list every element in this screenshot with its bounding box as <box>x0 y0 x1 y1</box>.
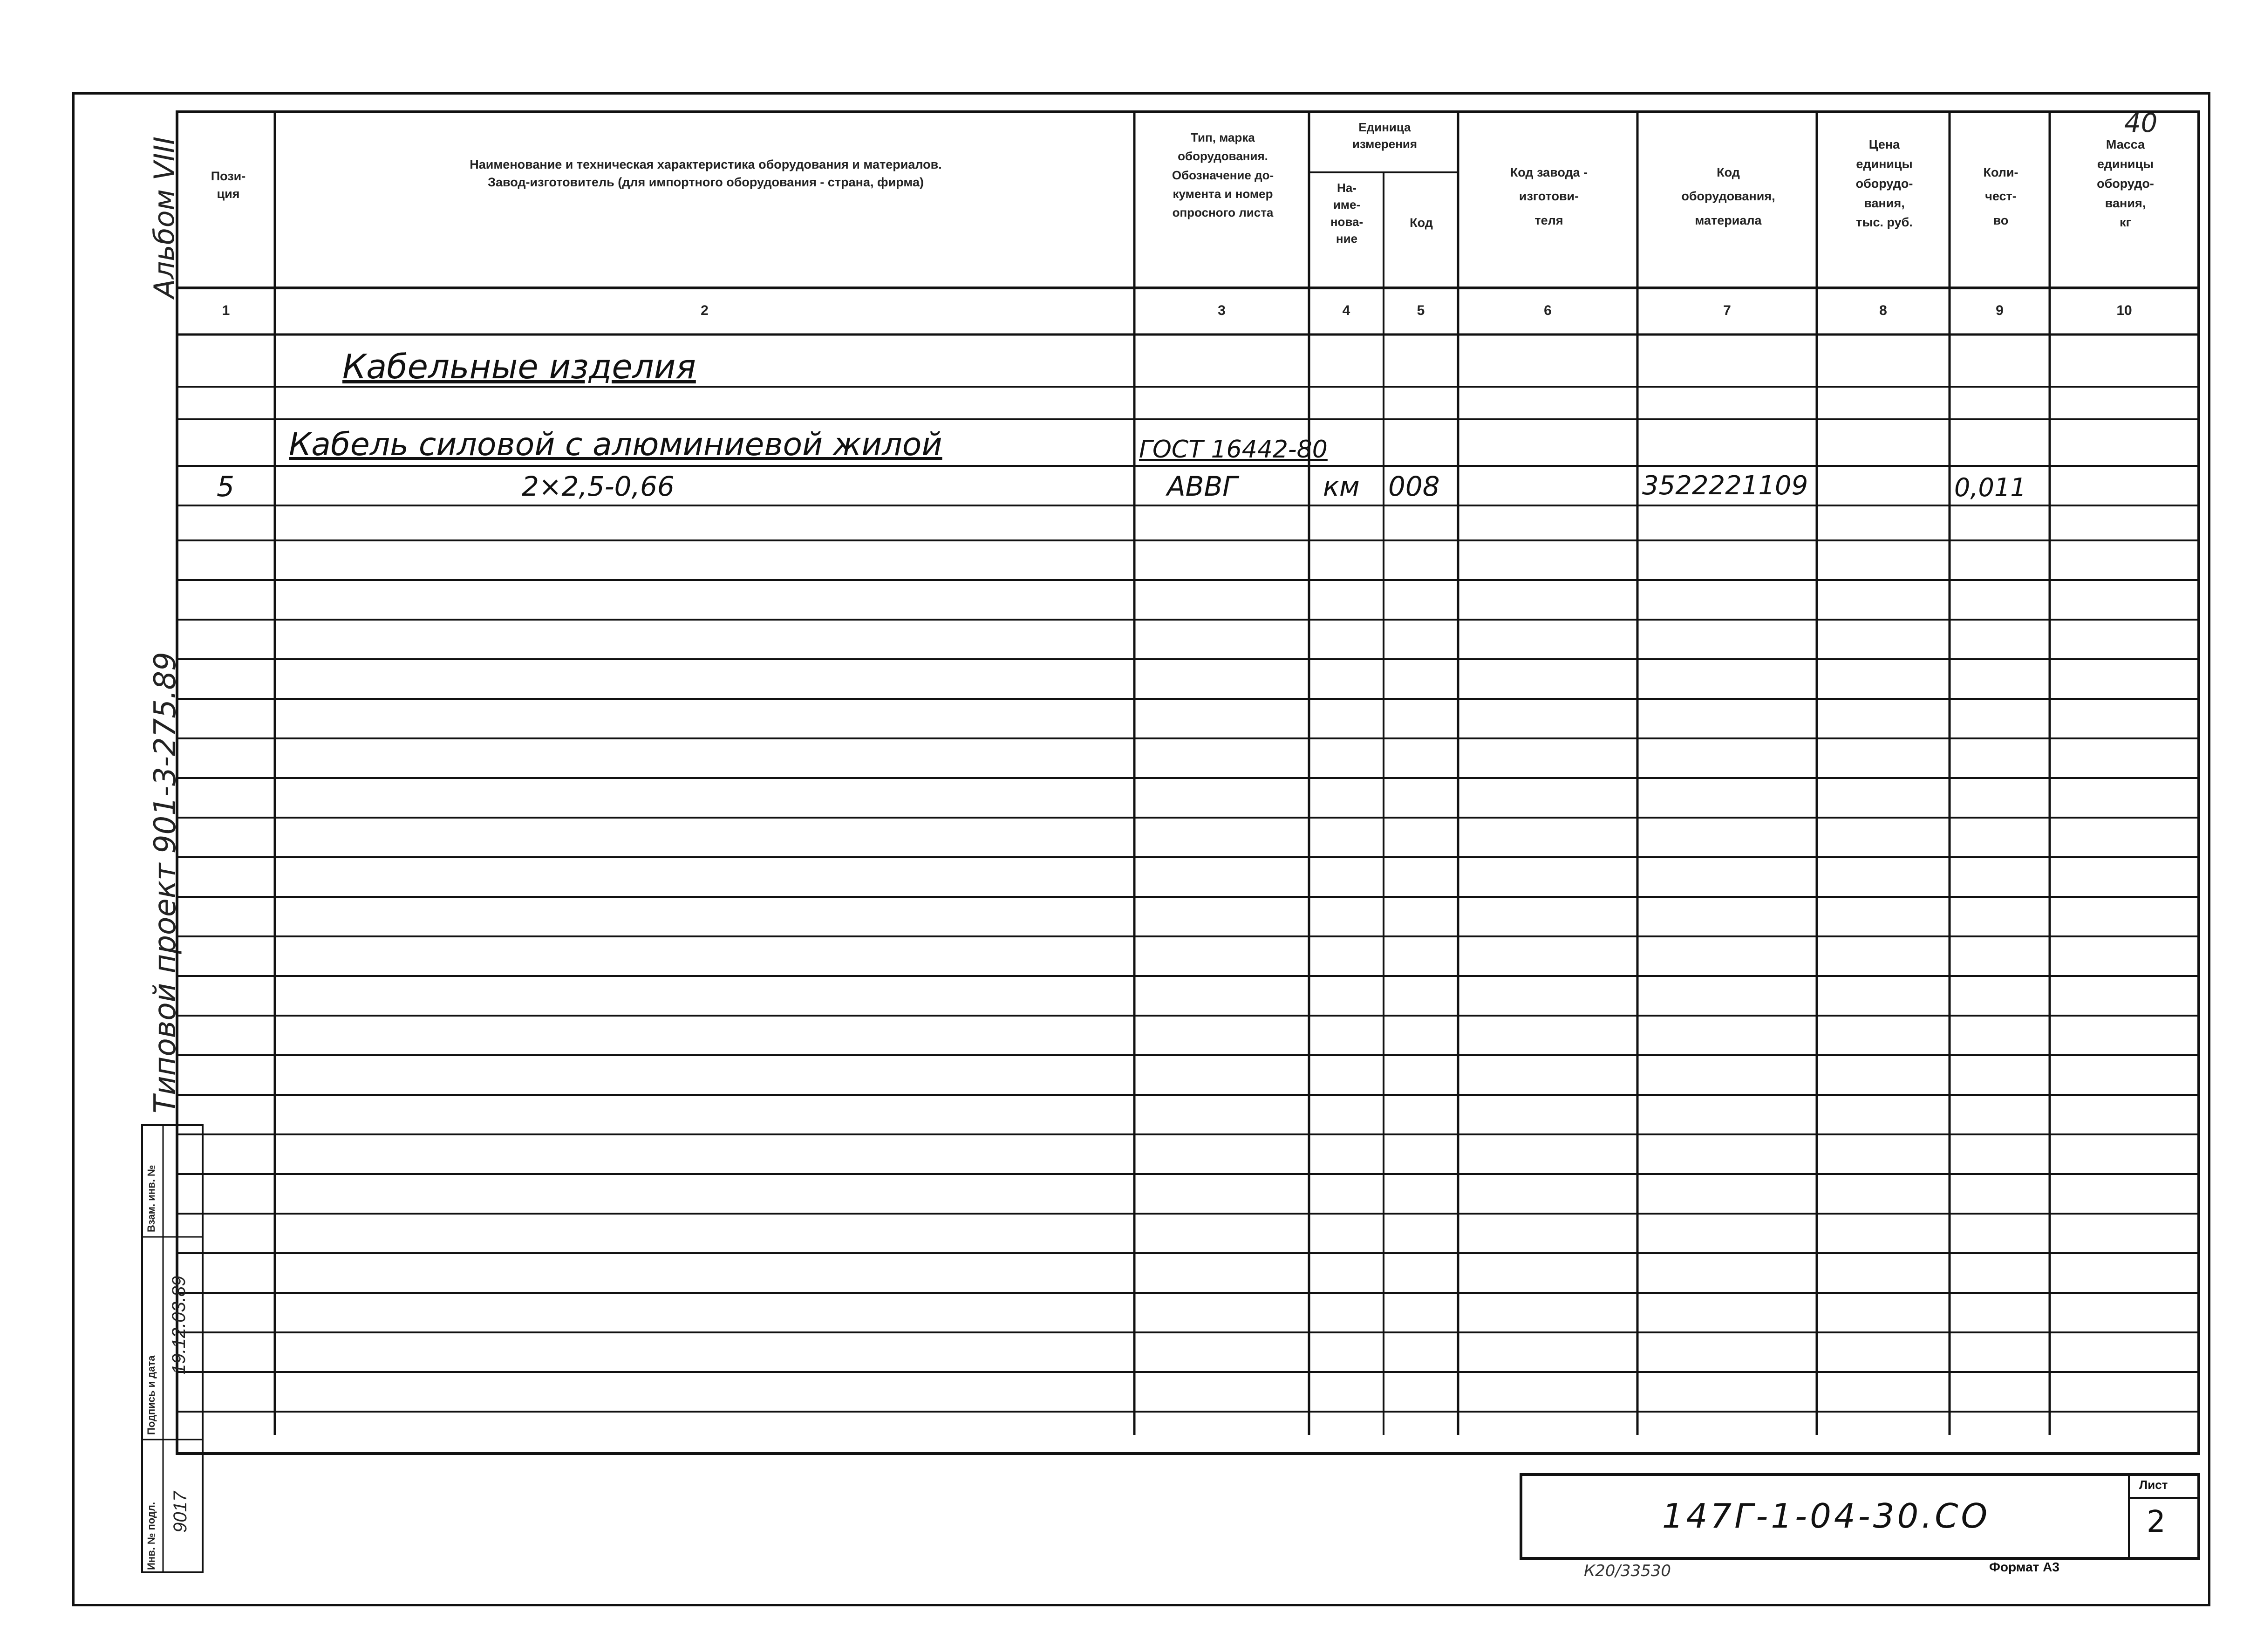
colnum-5: 5 <box>1417 303 1425 318</box>
colnum-3: 3 <box>1218 303 1226 318</box>
row-spec: 2×2,5-0,66 <box>522 471 675 502</box>
stamp-sign-val: 19.12.03.89 <box>169 1276 189 1374</box>
header-col10: Масса единицы оборудо- вания, кг <box>2097 137 2154 230</box>
header-col1: Пози- ция <box>211 169 246 201</box>
header-col8: Цена единицы оборудо- вания, тыс. руб. <box>1855 137 1913 230</box>
stamp-sign-date: Подпись и дата <box>145 1355 157 1435</box>
side-project-label: Типовой проект 901-3-275.89 <box>148 652 183 1113</box>
item-name: Кабель силовой с алюминиевой жилой <box>289 426 942 463</box>
row-type: АВВГ <box>1167 471 1238 502</box>
header-col2: Наименование и техническая характеристика оборудования и материалов. Завод-изготовитель (для импортного оборудования - страна, фирма) <box>470 157 942 189</box>
header-col7: Код оборудования, материала <box>1681 165 1775 227</box>
stamp-inv-val: 9017 <box>170 1491 191 1533</box>
colnum-4: 4 <box>1342 303 1350 318</box>
header-col4: На- име- нова- ние <box>1330 181 1364 246</box>
row-unit: км <box>1323 471 1360 502</box>
colnum-8: 8 <box>1879 303 1887 318</box>
colnum-7: 7 <box>1723 303 1731 318</box>
colnum-2: 2 <box>701 303 709 318</box>
sheet-label: Лист <box>2139 1478 2168 1492</box>
row-position: 5 <box>217 471 235 503</box>
header-col5: Код <box>1410 216 1433 230</box>
header-col9: Коли- чест- во <box>1983 165 2018 227</box>
format-label: Формат А3 <box>1989 1560 2059 1574</box>
colnum-9: 9 <box>1996 303 2004 318</box>
row-unit-code: 008 <box>1388 471 1440 502</box>
colnum-1: 1 <box>222 303 230 318</box>
header-col45: Единица измерения <box>1352 120 1418 151</box>
stamp-replace-inv: Взам. инв. № <box>145 1165 157 1232</box>
header-col3: Тип, марка оборудования. Обозначение до- кумента и номер опросного листа <box>1172 130 1274 220</box>
bottom-note: К20/33530 <box>1584 1562 1671 1580</box>
sheet-number: 2 <box>2147 1505 2166 1539</box>
drawing-code: 147Г-1-04-30.СО <box>1662 1496 1991 1536</box>
row-quantity: 0,011 <box>1954 473 2026 502</box>
page-number: 40 <box>2124 108 2158 138</box>
colnum-6: 6 <box>1544 303 1552 318</box>
colnum-10: 10 <box>2116 303 2132 318</box>
stamp-inv-no: Инв. № подл. <box>145 1502 157 1570</box>
side-album-label: Альбом VIII <box>148 137 181 298</box>
section-title: Кабельные изделия <box>342 347 696 386</box>
item-standard: ГОСТ 16442-80 <box>1139 436 1328 464</box>
header-col6: Код завода - изготови- теля <box>1510 165 1588 227</box>
row-equipment-code: 3522221109 <box>1642 471 1808 501</box>
